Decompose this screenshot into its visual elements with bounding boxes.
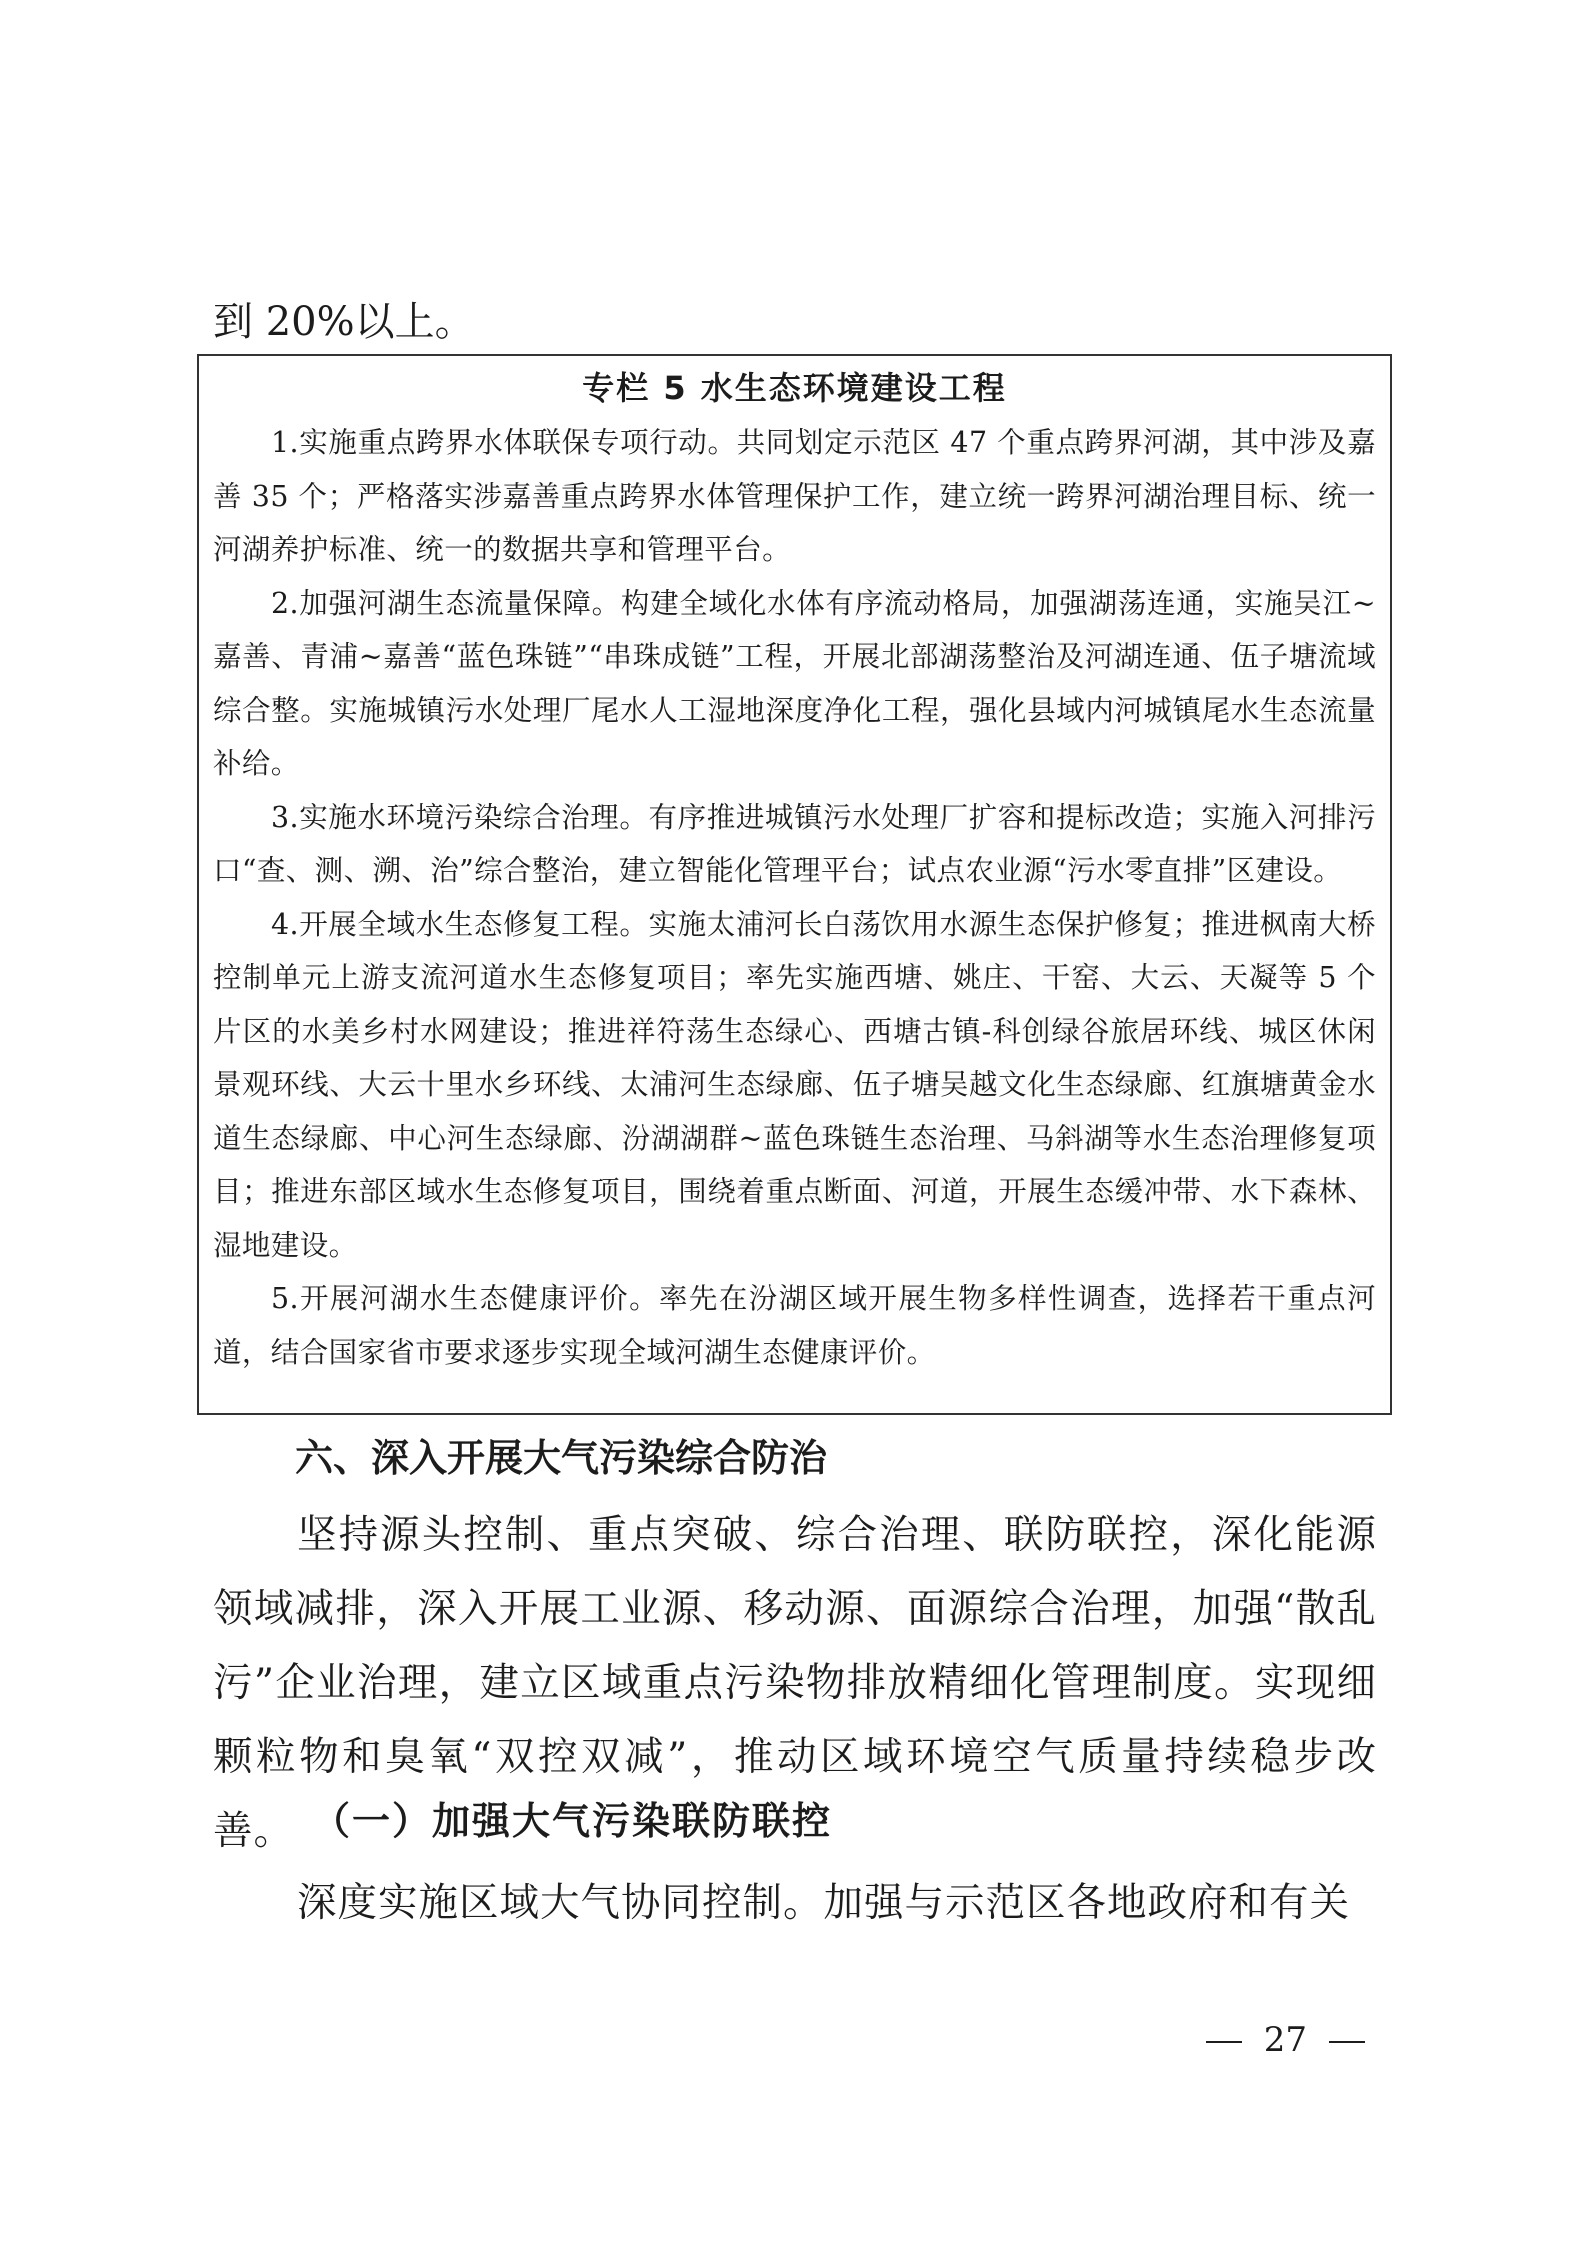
section-paragraph: 坚持源头控制、重点突破、综合治理、联防联控，深化能源领域减排，深入开展工业源、移动源、面源综合治理，加强“散乱污”企业治理，建立区域重点污染物排放精细化管理制度。实现细颗粒物和臭氧“双控双减”，推动区域环境空气质量持续稳步改善。 bbox=[213, 1512, 1377, 1854]
column-item-2: 2.加强河湖生态流量保障。构建全域化水体有序流动格局，加强湖荡连通，实施吴江~嘉善、青浦~嘉善“蓝色珠链”“串珠成链”工程，开展北部湖荡整治及河湖连通、伍子塘流域综合整。实施城镇污水处理厂尾水人工湿地深度净化工程，强化县域内河城镇尾水生态流量补给。 bbox=[213, 586, 1376, 780]
section-heading: 六、深入开展大气污染综合防治 bbox=[295, 1436, 828, 1480]
right-dash bbox=[1329, 2041, 1365, 2043]
column-item-5: 5.开展河湖水生态健康评价。率先在汾湖区域开展生物多样性调查，选择若干重点河道，结合国家省市要求逐步实现全域河湖生态健康评价。 bbox=[213, 1282, 1376, 1369]
special-column-box bbox=[197, 354, 1392, 1415]
subsection-heading: （一）加强大气污染联防联控 bbox=[312, 1798, 833, 1843]
column-item-1: 1.实施重点跨界水体联保专项行动。共同划定示范区 47 个重点跨界河湖，其中涉及嘉善 35 个；严格落实涉嘉善重点跨界水体管理保护工作，建立统一跨界河湖治理目标、统一河湖养护标准、统一的数据共享和管理平台。 bbox=[213, 426, 1376, 566]
continued-text-line: 到 20%以上。 bbox=[213, 299, 475, 345]
page-number: 27 bbox=[1263, 2020, 1307, 2060]
special-column-title: 专栏 5 水生态环境建设工程 bbox=[582, 369, 1007, 407]
subsection-paragraph: 深度实施区域大气协同控制。加强与示范区各地政府和有关 bbox=[297, 1880, 1350, 1926]
column-item-4: 4.开展全域水生态修复工程。实施太浦河长白荡饮用水源生态保护修复；推进枫南大桥控制单元上游支流河道水生态修复项目；率先实施西塘、姚庄、干窑、大云、天凝等 5 个片区的水美乡村水网建设；推进祥符荡生态绿心、西塘古镇-科创绿谷旅居环线、城区休闲景观环线、大云十里水乡环线、太浦河生态绿廊、伍子塘吴越文化生态绿廊、红旗塘黄金水道生态绿廊、中心河生态绿廊、汾湖湖群~蓝色珠链生态治理、马斜湖等水生态治理修复项目；推进东部区域水生态修复项目，围绕着重点断面、河道，开展生态缓冲带、水下森林、湿地建设。 bbox=[213, 907, 1376, 1262]
special-column-body bbox=[213, 416, 1376, 1379]
column-item-3: 3.实施水环境污染综合治理。有序推进城镇污水处理厂扩容和提标改造；实施入河排污口“查、测、溯、治”综合整治，建立智能化管理平台；试点农业源“污水零直排”区建设。 bbox=[213, 800, 1376, 887]
left-dash bbox=[1206, 2041, 1242, 2043]
page-footer bbox=[0, 2016, 1587, 2064]
